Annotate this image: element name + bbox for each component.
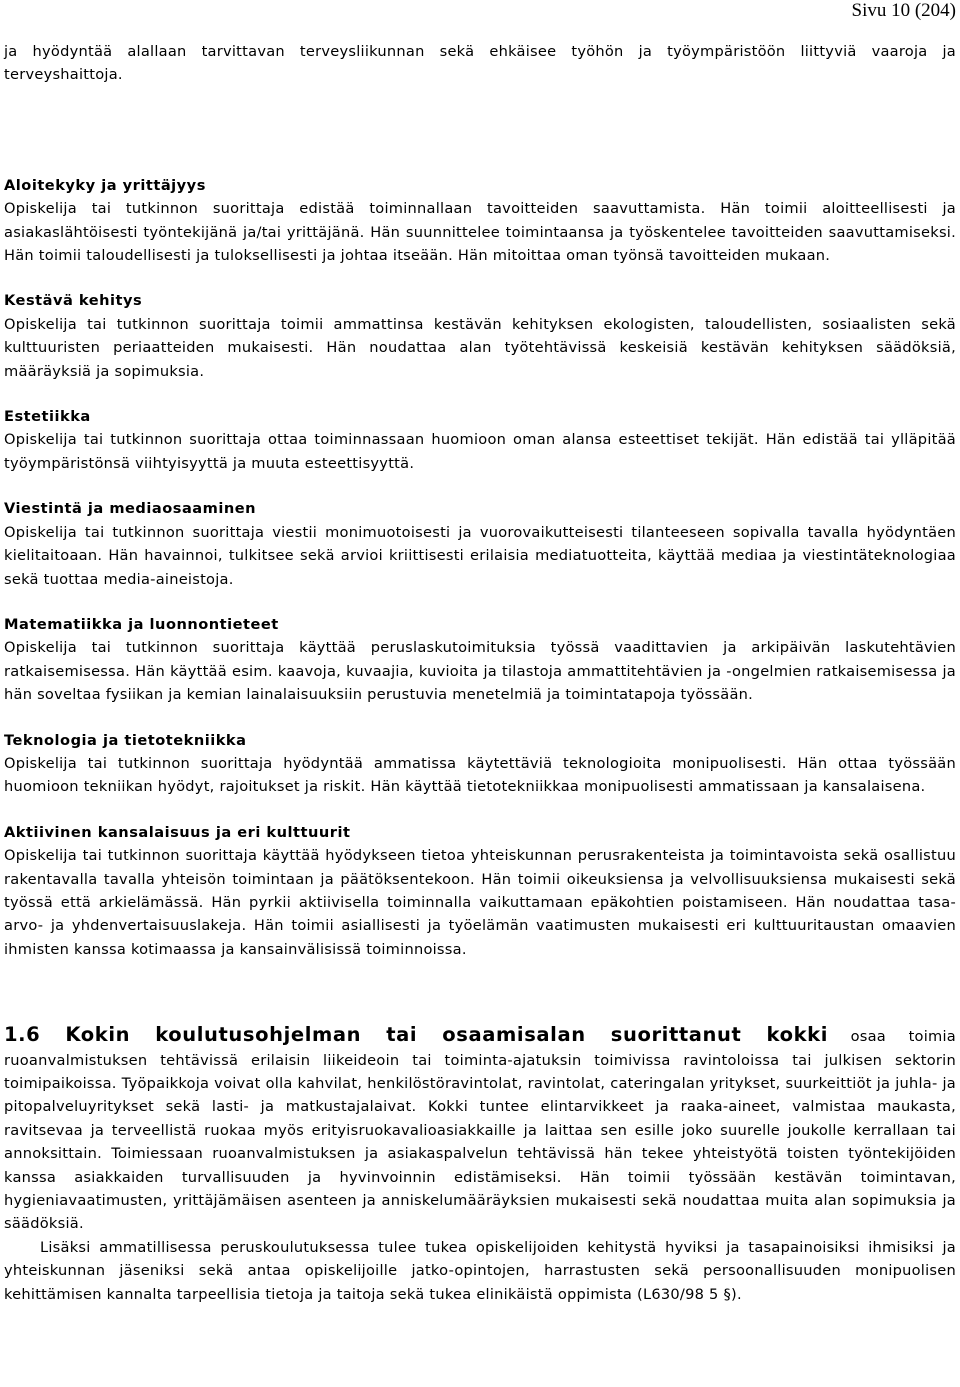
section-16-paragraph [4,1023,956,1236]
section-teknologia [4,729,956,799]
section-heading: Aktiivinen kansalaisuus ja eri kulttuurit [4,823,351,841]
section-estetiikka [4,405,956,475]
section-16-heading: 1.6 Kokin koulutusohjelman tai osaamisalan suorittanut kokki [4,1023,828,1047]
section-kestava-kehitys [4,289,956,383]
section-paragraph: Opiskelija tai tutkinnon suorittaja edistää toiminnallaan tavoitteiden saavuttamista. Hän toimii aloitteellisesti ja asiakaslähtöisesti työntekijänä ja/tai yrittäjänä. Hän suunnittelee toimintaansa ja työskentelee tavoitteiden saavuttamiseksi. Hän toimii taloudellisesti ja tuloksellisesti ja johtaa itseään. Hän mitoittaa oman työnsä tavoitteiden mukaan. [4,200,956,265]
section-viestinta [4,497,956,591]
section-heading: Teknologia ja tietotekniikka [4,731,247,749]
section-heading: Estetiikka [4,408,91,426]
section-16-paragraph-2: Lisäksi ammatillisessa peruskoulutuksessa tulee tukea opiskelijoiden kehitystä hyviksi ja tasapainoisiksi ihmisiksi ja yhteiskunnan jäseniksi sekä antaa opiskelijoille jatko-opintojen, harrastusten sekä persoonallisuuden monipuolisen kehittämisen kannalta tarpeellisia tietoja ja taitoja sekä tukea elinikäistä oppimista (L630/98 5 §). [4,1238,956,1303]
intro-paragraph: ja hyödyntää alallaan tarvittavan terveysliikunnan sekä ehkäisee työhön ja työympäristöön liittyviä vaaroja ja terveyshaittoja. [4,43,956,84]
section-kansalaisuus [4,821,956,961]
section-heading: Viestintä ja mediaosaaminen [4,500,257,518]
section-paragraph: Opiskelija tai tutkinnon suorittaja viestii monimuotoisesti ja vuorovaikutteisesti tilanteeseen sopivalla tavalla hyödyntäen kielitaitoaan. Hän havainnoi, tulkitsee sekä arvioi kriittisesti erilaisia mediatuotteita, käyttää mediaa ja viestintäteknologiaa sekä tuottaa media-aineistoja. [4,523,956,588]
page-number: Sivu 10 (204) [851,0,956,21]
section-matematiikka [4,613,956,707]
section-paragraph: Opiskelija tai tutkinnon suorittaja käyttää peruslaskutoimituksia työssä vaadittavien ja arkipäivän laskutehtävien ratkaisemisessa. Hän käyttää esim. kaavoja, kuvaajia, kuvioita ja tilastoja ammattitehtävien ja -ongelmien ratkaisemisessa ja hän soveltaa fysiikan ja kemian lainalaisuuksiin perustuvia menetelmiä ja toimintatapoja työssään. [4,639,956,704]
section-16-text: osaa toimia ruoanvalmistuksen tehtävissä erilaisin liikeideoin tai toiminta-ajatuksin toimivissa ravintoloissa tai julkisen sektorin toimipaikoissa. Työpaikkoja voivat olla kahvilat, henkilöstöravintolat, ravintolat, cateringalan yritykset, suurkeittiöt ja juhla- ja pitopalveluyritykset sekä lasti- ja matkustajalaivat. Kokki tuntee elintarvikkeet ja raaka-aineet, valmistaa maukasta, ravitsevaa ja terveellistä ruokaa myös erityisruokavalioasiakkaille ja laittaa sen esille joko suurelle joukolle kerrallaan tai annoksittain. Toimiessaan ruoanvalmistuksen ja asiakaspalvelun tehtävissä hän tekee yhteistyötä toisten työntekijöiden kanssa asiakkaiden turvallisuuden ja hyvinvoinnin edistämiseksi. Hän toimii työssään kestävän toimintavan, hygieniavaatimusten, yrittäjämäisen asenteen ja anniskelumääräyksien mukaisesti sekä noudattaa muita alan sopimuksia ja säädöksiä. [4,1028,956,1233]
section-aloitekyky [4,174,956,268]
section-heading: Aloitekyky ja yrittäjyys [4,176,206,194]
section-paragraph: Opiskelija tai tutkinnon suorittaja käyttää hyödykseen tietoa yhteiskunnan perusrakenteista ja toimintavoista sekä osallistuu rakentavalla tavalla yhteisön toimintaan ja päätöksentekoon. Hän toimii oikeuksiensa ja velvollisuuksiensa mukaisesti sekä työssä että arkielämässä. Hän pyrkii aktiivisella toiminnalla vaikuttamaan epäkohtien poistamiseen. Hän noudattaa tasa-arvo- ja yhdenvertaisuuslakeja. Hän toimii asiallisesti ja työelämän vaatimusten mukaisesti eri kulttuuritaustan omaavien ihmisten kanssa kotimaassa ja kansainvälisissä toiminnoissa. [4,847,956,958]
document-body [4,40,956,1306]
section-heading: Kestävä kehitys [4,292,143,310]
section-paragraph: Opiskelija tai tutkinnon suorittaja hyödyntää ammatissa käytettäviä teknologioita monipuolisesti. Hän ottaa työssään huomioon tekniikan hyödyt, rajoitukset ja riskit. Hän käyttää tietotekniikkaa monipuolisesti ammatissaan ja kansalaisena. [4,754,956,796]
section-paragraph: Opiskelija tai tutkinnon suorittaja ottaa toiminnassaan huomioon oman alansa esteettiset tekijät. Hän edistää tai ylläpitää työympäristönsä viihtyisyyttä ja muuta esteettisyyttä. [4,431,956,472]
section-paragraph: Opiskelija tai tutkinnon suorittaja toimii ammattinsa kestävän kehityksen ekologisten, taloudellisten, sosiaalisten sekä kulttuuristen periaatteiden mukaisesti. Hän noudattaa alan työtehtävissä keskeisiä kestävän kehityksen säädöksiä, määräyksiä ja sopimuksia. [4,315,956,380]
section-heading: Matematiikka ja luonnontieteet [4,615,279,633]
